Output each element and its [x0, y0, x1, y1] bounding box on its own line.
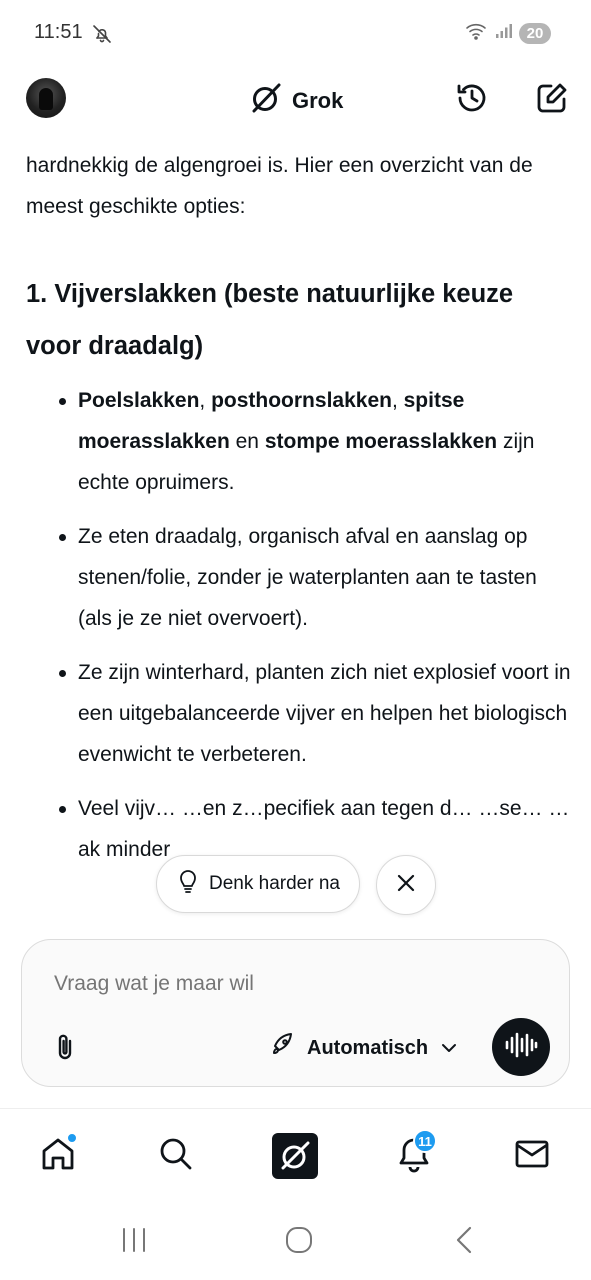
- list-item: [26, 380, 571, 503]
- section-heading: 1. Vijverslakken (beste natuurlijke keuze voor draadalg): [26, 280, 514, 360]
- wifi-icon: [465, 22, 489, 45]
- text-span: zijn echte opruimers.: [78, 430, 535, 494]
- bold-text: posthoornslakken: [211, 389, 392, 412]
- think-harder-button[interactable]: [156, 855, 360, 913]
- back-button[interactable]: [444, 1224, 484, 1260]
- text-span: Ze eten draadalg, organisch afval en aanslag op stenen/folie, zonder je waterplanten aan te tasten (als je ze niet overvoert).: [78, 525, 537, 630]
- nav-messages[interactable]: [509, 1133, 555, 1179]
- mail-icon: [514, 1139, 550, 1174]
- brand-name: Grok: [292, 87, 344, 113]
- nav-search[interactable]: [153, 1133, 199, 1179]
- history-button[interactable]: [454, 82, 490, 118]
- text-span: ,: [199, 389, 212, 412]
- status-time: 11:51: [34, 21, 83, 43]
- paperclip-icon: [50, 1051, 80, 1068]
- bottom-navigation: [0, 1108, 591, 1202]
- signal-icon: [495, 23, 513, 44]
- voice-waveform-icon: [504, 1032, 538, 1063]
- lightbulb-icon: [177, 869, 199, 899]
- system-navigation: [0, 1202, 591, 1280]
- nav-grok[interactable]: [272, 1133, 318, 1179]
- attach-button[interactable]: [50, 1032, 80, 1064]
- edit-icon: [535, 81, 569, 120]
- notifications-off-icon: [92, 24, 112, 44]
- bullet-list: [26, 380, 571, 870]
- status-bar: [0, 0, 591, 68]
- dismiss-suggestion-button[interactable]: [376, 855, 436, 915]
- text-span: Ze zijn winterhard, planten zich niet explosief voort in een uitgebalanceerde vijver en helpen het biologisch evenwicht te verbeteren.: [78, 661, 571, 766]
- text-span: en: [229, 430, 265, 453]
- close-icon: [396, 873, 416, 898]
- bold-text: stompe moerasslakken: [264, 430, 498, 453]
- history-icon: [455, 81, 489, 120]
- notification-count-badge: 11: [413, 1129, 437, 1153]
- recents-button[interactable]: [114, 1224, 154, 1260]
- nav-home[interactable]: [35, 1133, 81, 1179]
- new-chat-button[interactable]: [534, 82, 570, 118]
- intro-paragraph: hardnekkig de algengroei is. Hier een overzicht van de meest geschikte opties:: [26, 154, 533, 218]
- app-header: [0, 68, 591, 132]
- nav-notifications[interactable]: [391, 1133, 437, 1179]
- grok-logo-icon: [248, 80, 284, 121]
- status-indicators: [465, 22, 551, 45]
- avatar[interactable]: [26, 78, 66, 118]
- prompt-input[interactable]: [54, 972, 524, 996]
- think-harder-label: Denk harder na: [209, 873, 340, 894]
- text-span: ,: [391, 389, 404, 412]
- battery-indicator: 20: [519, 23, 551, 44]
- composer: [21, 939, 570, 1087]
- bold-text: Poelslakken: [78, 389, 200, 412]
- voice-mode-button[interactable]: [492, 1018, 550, 1076]
- home-unread-dot: [67, 1133, 77, 1143]
- list-item: [26, 652, 571, 775]
- brand: [248, 80, 343, 121]
- grok-icon: [272, 1133, 318, 1179]
- search-icon: [158, 1136, 194, 1177]
- system-home-button[interactable]: [279, 1224, 319, 1260]
- mode-selector[interactable]: [269, 1032, 458, 1064]
- recents-icon: [120, 1227, 148, 1258]
- bold-text: spitse moerasslakken: [78, 389, 465, 453]
- response-content: [26, 145, 571, 883]
- rocket-icon: [269, 1032, 295, 1064]
- back-icon: [454, 1225, 474, 1260]
- mode-label: Automatisch: [307, 1036, 429, 1059]
- text-span: Veel vijv… …en z…pecifiek aan tegen d… …se… …ak minder: [78, 797, 570, 861]
- chevron-down-icon: [440, 1037, 458, 1060]
- list-item: [26, 516, 571, 639]
- home-button-icon: [285, 1226, 313, 1259]
